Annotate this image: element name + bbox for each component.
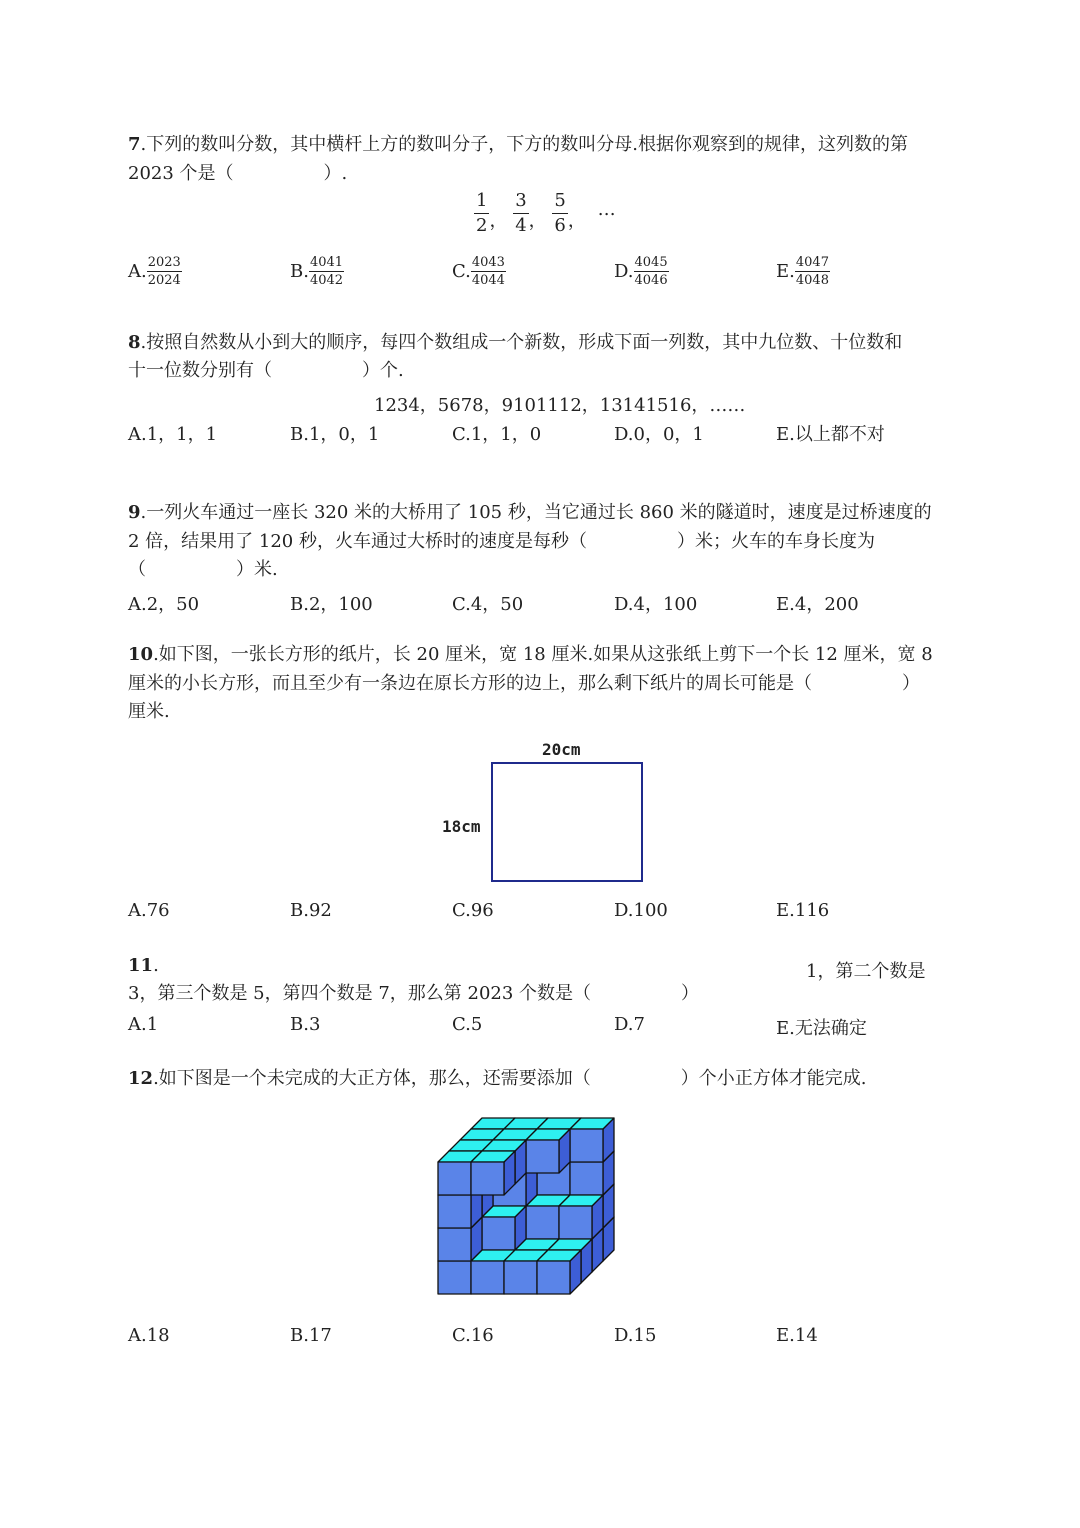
- q12-option-d[interactable]: D.15: [614, 1325, 657, 1346]
- q10-option-c[interactable]: C.96: [452, 900, 494, 921]
- q11-line-1a: 11.: [128, 955, 159, 976]
- q7-text-1: .下列的数叫分数，其中横杆上方的数叫分子，下方的数叫分母.根据你观察到的规律，这列数的第: [140, 134, 908, 155]
- q8-line-1: 8.按照自然数从小到大的顺序，每四个数组成一个新数，形成下面一列数，其中九位数、十位数和: [128, 332, 903, 353]
- q10-option-d[interactable]: D.100: [614, 900, 668, 921]
- q11-option-b[interactable]: B.3: [290, 1014, 321, 1035]
- q12-option-e[interactable]: E.14: [776, 1325, 818, 1346]
- q8-option-d[interactable]: D.0，0，1: [614, 424, 704, 445]
- q7-sequence: $\frac{1}{2}$ ， $\frac{3}{4}$ ， $\frac{5}{6}$ ， …: [476, 190, 616, 236]
- cube-front-face: [537, 1261, 570, 1294]
- cube-front-face: [526, 1206, 559, 1239]
- q7-seq-fraction-2: $\frac{3}{4}$: [515, 190, 527, 236]
- q8-option-b[interactable]: B.1，0，1: [290, 424, 380, 445]
- q11-option-e[interactable]: E.无法确定: [776, 1018, 867, 1039]
- cube-front-face: [471, 1162, 504, 1195]
- q7-seq-fraction-3: $\frac{5}{6}$: [554, 190, 566, 236]
- q9-number: 9: [128, 502, 141, 523]
- cube-front-face: [438, 1228, 471, 1261]
- q8-line-2: 十一位数分别有（ ）个.: [128, 360, 404, 381]
- cube-front-face: [570, 1129, 603, 1162]
- q9-line-1: 9.一列火车通过一座长 320 米的大桥用了 105 秒，当它通过长 860 米的隧道时，速度是过桥速度的: [128, 502, 932, 523]
- q8-number: 8: [128, 332, 141, 353]
- q11-number: 11: [128, 955, 154, 976]
- q10-rectangle: [491, 762, 643, 882]
- q12-line-1: 12.如下图是一个未完成的大正方体，那么，还需要添加（ ）个小正方体才能完成.: [128, 1068, 867, 1089]
- q7-seq-ellipsis: …: [597, 198, 616, 220]
- q8-option-c[interactable]: C.1，1，0: [452, 424, 542, 445]
- q10-line-3: 厘米.: [128, 701, 170, 722]
- q10-number: 10: [128, 644, 154, 665]
- q7-option-d[interactable]: D. $\frac{4045}{4046}$: [614, 255, 668, 288]
- q11-option-c[interactable]: C.5: [452, 1014, 483, 1035]
- q9-option-c[interactable]: C.4，50: [452, 594, 524, 615]
- q9-option-d[interactable]: D.4，100: [614, 594, 698, 615]
- q12-option-b[interactable]: B.17: [290, 1325, 332, 1346]
- cube-front-face: [559, 1206, 592, 1239]
- cube-front-face: [482, 1217, 515, 1250]
- q10-option-e[interactable]: E.116: [776, 900, 830, 921]
- q7-option-e[interactable]: E. $\frac{4047}{4048}$: [776, 255, 829, 288]
- cube-front-face: [438, 1195, 471, 1228]
- q11-line-2: 3，第三个数是 5，第四个数是 7，那么第 2023 个数是（ ）: [128, 983, 700, 1004]
- cube-front-face: [438, 1261, 471, 1294]
- q12-option-c[interactable]: C.16: [452, 1325, 494, 1346]
- q9-option-b[interactable]: B.2，100: [290, 594, 373, 615]
- q11-option-d[interactable]: D.7: [614, 1014, 645, 1035]
- q7-line-1: [128, 136, 908, 154]
- q12-number: 12: [128, 1068, 154, 1089]
- q10-line-1: 10.如下图，一张长方形的纸片，长 20 厘米，宽 18 厘米.如果从这张纸上剪下一个长 12 厘米，宽 8: [128, 644, 933, 665]
- q9-option-a[interactable]: A.2，50: [128, 594, 200, 615]
- q11-option-a[interactable]: A.1: [128, 1014, 159, 1035]
- q7-number: 7: [128, 134, 141, 155]
- q7-option-a[interactable]: A. $\frac{2023}{2024}$: [128, 255, 181, 288]
- q10-option-a[interactable]: A.76: [128, 900, 170, 921]
- q7-option-c[interactable]: C. $\frac{4043}{4044}$: [452, 255, 505, 288]
- cube-front-face: [526, 1140, 559, 1173]
- cube-front-face: [570, 1162, 603, 1195]
- q10-option-b[interactable]: B.92: [290, 900, 332, 921]
- q7-seq-fraction-1: $\frac{1}{2}$: [476, 190, 488, 236]
- q10-height-label: 18cm: [442, 817, 481, 836]
- q9-line-2: 2 倍，结果用了 120 秒，火车通过大桥时的速度是每秒（ ）米；火车的车身长度为: [128, 531, 875, 552]
- q12-option-a[interactable]: A.18: [128, 1325, 170, 1346]
- cube-front-face: [504, 1261, 537, 1294]
- q8-option-a[interactable]: A.1，1，1: [128, 424, 218, 445]
- q11-line-1b: 1，第二个数是: [806, 961, 926, 982]
- cube-front-face: [471, 1261, 504, 1294]
- q7-line-2: 2023 个是（ ）.: [128, 163, 348, 184]
- q8-option-e[interactable]: E.以上都不对: [776, 424, 885, 445]
- q7-option-b[interactable]: B. $\frac{4041}{4042}$: [290, 255, 344, 288]
- q8-sequence: 1234，5678，9101112，13141516，……: [374, 395, 746, 416]
- q9-line-3: （ ）米.: [128, 559, 278, 580]
- q10-line-2: 厘米的小长方形，而且至少有一条边在原长方形的边上，那么剩下纸片的周长可能是（ ）: [128, 673, 920, 694]
- q12-cube-figure: [430, 1104, 670, 1304]
- q10-width-label: 20cm: [542, 740, 581, 759]
- q9-option-e[interactable]: E.4，200: [776, 594, 859, 615]
- cube-front-face: [438, 1162, 471, 1195]
